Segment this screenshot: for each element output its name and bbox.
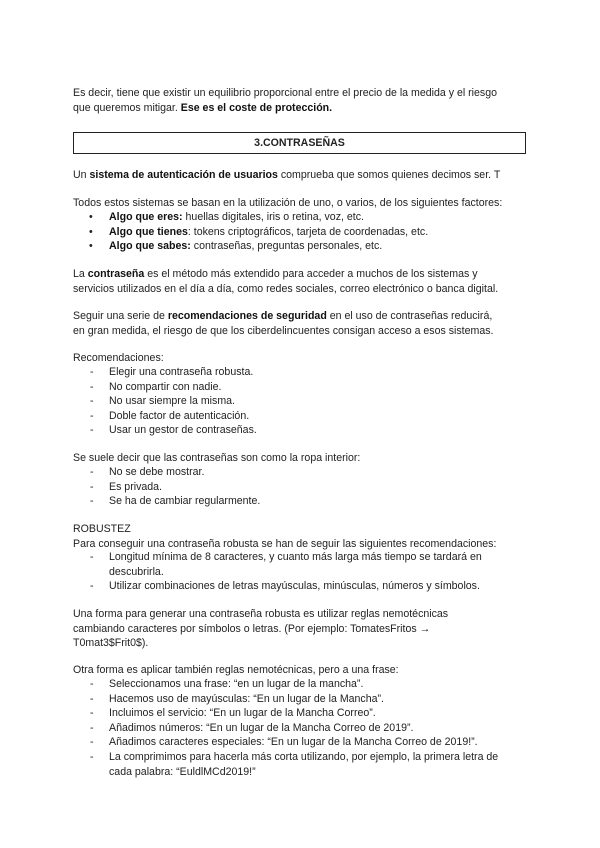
list-item [73, 494, 533, 509]
list-item [73, 677, 533, 692]
security-paragraph [73, 309, 533, 338]
factor-label: Algo que eres: [109, 211, 183, 223]
phrase-intro: Otra forma es aplicar también reglas nemotécnicas, pero a una frase: [73, 664, 399, 676]
auth-paragraph [73, 168, 533, 183]
dash-marker: - [90, 466, 94, 478]
intro-line1: Es decir, tiene que existir un equilibrio proporcional entre el precio de la medida y el riesgo [73, 87, 497, 99]
auth-post: comprueba que somos quienes decimos ser. T [277, 169, 501, 181]
section-heading: 3.CONTRASEÑAS [73, 132, 526, 154]
dash-marker: - [90, 580, 94, 593]
underwear-title: Se suele decir que las contraseñas son como la ropa interior: [73, 452, 361, 464]
list-item [73, 480, 533, 495]
item-text: No usar siempre la misma. [109, 395, 235, 408]
dash-marker: - [90, 750, 94, 763]
factors-intro: Todos estos sistemas se basan en la utilización de uno, o varios, de los siguientes factores: [73, 197, 503, 209]
item-text: Incluimos el servicio: “En un lugar de la Mancha Correo”. [109, 707, 376, 720]
mnemonic-line1: Una forma para generar una contraseña robusta es utilizar reglas nemotécnicas [73, 608, 449, 620]
list-item [73, 380, 533, 395]
bullet-marker: • [89, 211, 93, 223]
list-item [73, 365, 533, 380]
list-item [73, 239, 533, 254]
dash-marker: - [90, 721, 94, 734]
item-text: Elegir una contraseña robusta. [109, 366, 254, 378]
list-item [73, 706, 533, 721]
dash-marker: - [90, 424, 94, 437]
factor-label: Algo que tienes [109, 225, 188, 238]
factor-text: contraseñas, preguntas personales, etc. [190, 240, 383, 253]
auth-bold: sistema de autenticación de usuarios [89, 169, 278, 181]
intro-paragraph [73, 86, 533, 115]
dash-marker: - [90, 409, 94, 422]
dash-marker: - [90, 395, 94, 408]
phrase-list [73, 677, 533, 779]
password-line2: servicios utilizados en el día a día, como redes sociales, correo electrónico o banca digital. [73, 282, 499, 295]
security-bold: recomendaciones de seguridad [167, 310, 327, 322]
list-item [73, 735, 533, 750]
recommendations-list [73, 365, 533, 438]
intro-emphasis: Ese es el coste de protección. [180, 101, 333, 114]
password-line1: es el método más extendido para acceder a muchos de los sistemas y [144, 268, 478, 280]
robustez-title: ROBUSTEZ [73, 523, 131, 535]
password-paragraph [73, 267, 533, 296]
dash-marker: - [90, 736, 94, 749]
item-text: Utilizar combinaciones de letras mayúsculas, minúsculas, números y símbolos. [109, 580, 480, 593]
security-line2: en gran medida, el riesgo de que los ciberdelincuentes consigan acceso a esos sistemas. [73, 324, 494, 337]
recommendations-title: Recomendaciones: [73, 352, 164, 364]
mnemonic-line3: T0mat3$Frit0$). [73, 637, 149, 650]
item-text: No se debe mostrar. [109, 466, 205, 478]
item-text: La comprimimos para hacerla más corta utilizando, por ejemplo, la primera letra de [109, 750, 499, 763]
list-item [73, 550, 533, 579]
dash-marker: - [90, 495, 94, 508]
robustez-intro: Para conseguir una contraseña robusta se han de seguir las siguientes recomendaciones: [73, 537, 497, 550]
dash-marker: - [90, 480, 94, 493]
list-item [73, 692, 533, 707]
dash-marker: - [90, 551, 94, 563]
item-text: Seleccionamos una frase: “en un lugar de la mancha”. [109, 678, 364, 690]
dash-marker: - [90, 692, 94, 705]
item-text: Añadimos números: “En un lugar de la Mancha Correo de 2019”. [109, 721, 414, 734]
list-item [73, 423, 533, 438]
factor-label: Algo que sabes: [109, 240, 191, 253]
mnemonic-line2: cambiando caracteres por símbolos o letras. (Por ejemplo: TomatesFritos → [73, 622, 431, 635]
dash-marker: - [90, 380, 94, 393]
intro-line2: que queremos mitigar. [73, 101, 181, 114]
dash-marker: - [90, 366, 94, 378]
factors-list [73, 210, 533, 254]
item-text: Es privada. [109, 480, 162, 493]
list-item [73, 465, 533, 480]
password-pre: La [73, 268, 88, 280]
list-item [73, 579, 533, 594]
bullet-marker: • [89, 225, 93, 238]
list-item [73, 750, 533, 779]
item-text-cont: cada palabra: “EuldlMCd2019!” [109, 765, 256, 778]
robustez-list [73, 550, 533, 594]
list-item [73, 225, 533, 240]
item-text: No compartir con nadie. [109, 380, 222, 393]
factor-text: huellas digitales, iris o retina, voz, etc. [182, 211, 364, 223]
factor-text: : tokens criptográficos, tarjeta de coordenadas, etc. [187, 225, 429, 238]
dash-marker: - [90, 707, 94, 720]
list-item [73, 721, 533, 736]
item-text: Usar un gestor de contraseñas. [109, 424, 257, 437]
item-text: Hacemos uso de mayúsculas: “En un lugar de la Mancha”. [109, 692, 384, 705]
robustez-section [73, 522, 533, 551]
item-text: Añadimos caracteres especiales: “En un lugar de la Mancha Correo de 2019!”. [109, 736, 478, 749]
dash-marker: - [90, 678, 94, 690]
item-text: Longitud mínima de 8 caracteres, y cuanto más larga más tiempo se tardará en [109, 551, 482, 563]
list-item [73, 394, 533, 409]
security-pre: Seguir una serie de [73, 310, 168, 322]
bullet-marker: • [89, 240, 93, 253]
item-text: Doble factor de autenticación. [109, 409, 250, 422]
password-bold: contraseña [87, 268, 145, 280]
item-text: Se ha de cambiar regularmente. [109, 495, 261, 508]
underwear-list [73, 465, 533, 509]
auth-pre: Un [73, 169, 90, 181]
list-item [73, 409, 533, 424]
security-line1: en el uso de contraseñas reducirá, [326, 310, 493, 322]
mnemonic-paragraph [73, 607, 533, 651]
list-item [73, 210, 533, 225]
item-text-cont: descubrirla. [109, 565, 164, 578]
